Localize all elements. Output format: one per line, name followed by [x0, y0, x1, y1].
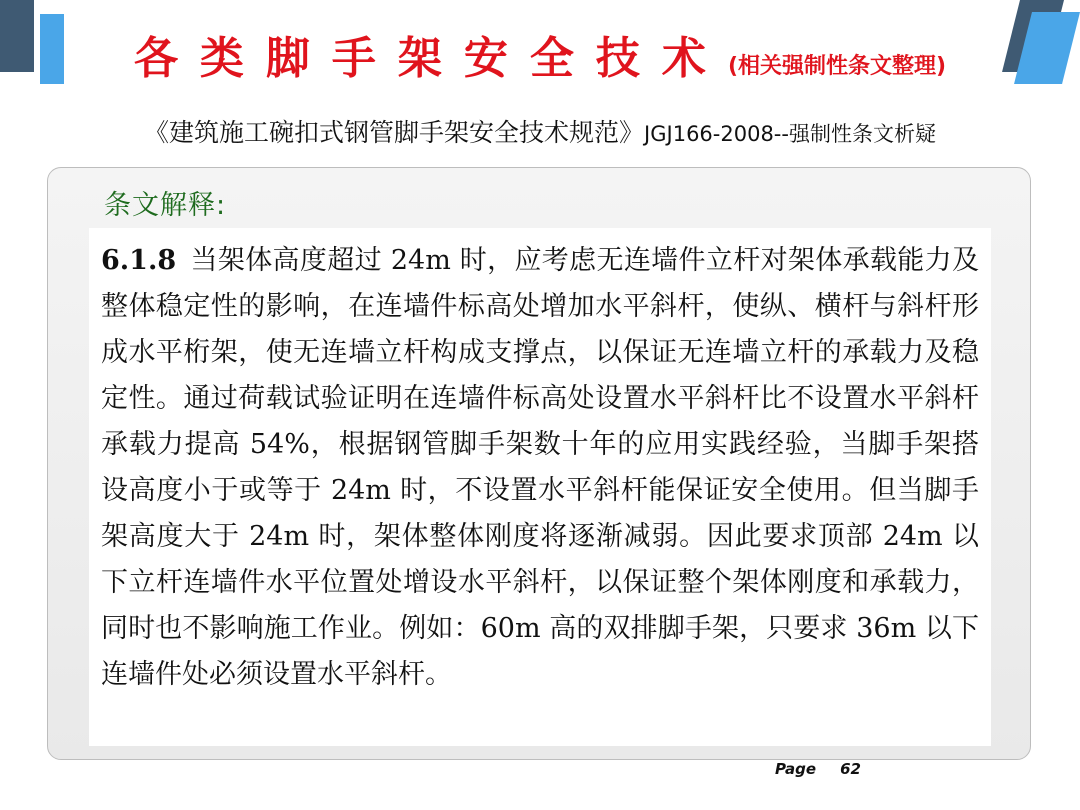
- panel-label: 条文解释:: [104, 190, 227, 221]
- title-main: 各类脚手架安全技术: [133, 33, 728, 84]
- clause-text-card: [89, 228, 991, 746]
- standard-subtitle: [0, 113, 1080, 149]
- clause-number: 6.1.8: [101, 245, 177, 276]
- page-title: [0, 22, 1080, 86]
- standard-name: 《建筑施工碗扣式钢管脚手架安全技术规范》: [144, 118, 645, 147]
- clause-text: 当架体高度超过 24m 时，应考虑无连墙件立杆对架体承载能力及整体稳定性的影响，在连墙件标高处增加水平斜杆，使纵、横杆与斜杆形成水平桁架，使无连墙立杆构成支撑点，以保证无连墙立杆的承载力及稳定性。通过荷载试验证明在连墙件标高处设置水平斜杆比不设置水平斜杆承载力提高 54%，根据钢管脚手架数十年的应用实践经验，当脚手架搭设高度小于或等于 24m 时，不设置水平斜杆能保证安全使用。但当脚手架高度大于 24m 时，架体整体刚度将逐渐减弱。因此要求顶部 24m 以下立杆连墙件水平位置处增设水平斜杆，以保证整个架体刚度和承载力，同时也不影响施工作业。例如：60m 高的双排脚手架，只要求 36m 以下连墙件处必须设置水平斜杆。: [101, 245, 979, 690]
- page-number: 62: [840, 760, 861, 778]
- title-sub: (相关强制性条文整理): [727, 54, 947, 79]
- clause-paragraph: [101, 238, 979, 698]
- page-label: Page: [775, 760, 817, 778]
- standard-code: JGJ166-2008--强制性条文析疑: [644, 122, 936, 146]
- page-footer: [775, 760, 861, 778]
